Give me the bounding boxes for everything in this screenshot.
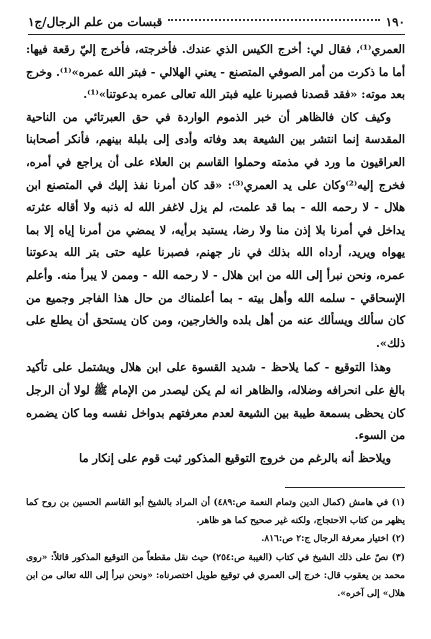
footnote-1: (١) في هامش (كمال الدين وتمام النعمة ص:٤٨٩) أن المراد بالشيخ أبو القاسم الحسين بن روح كما يظهر من كتاب الاحتجاج، ولكنه غير صحيح كما هو ظاهر. bbox=[26, 498, 405, 527]
footnotes bbox=[26, 494, 405, 603]
paragraph-1: العمري⁽¹⁾، فقال لي: أخرج الكيس الذي عندك. فأخرجته، فأخرج إليّ رقعة فيها: أما ما ذكرت من أمر الصوفي المتصنع - يعني الهلالي - فبتر الله عمره»⁽¹⁾. وخرج بعد موته: «فقد قصدنا فصبرنا عليه فبتر الله تعالى عمره بدعوتنا»⁽¹⁾. bbox=[26, 42, 406, 102]
paragraph-2: وكيف كان فالظاهر أن خبر الذموم الواردة في حق العبرتائي من الناحية المقدسة إنما انتشر بين الشيعة بعد وفاته وأدى إلى بلبلة بينهم، فأنكر أصحابنا العراقيون ما ورد في مذمته وحملوا القاسم بن العلاء على أن يراجع في أمره، فخرج إليه⁽²⁾وكان على يد العمري⁽³⁾: «قد كان أمرنا نفذ إليك في المتصنع ابن هلال - لا رحمه الله - بما قد علمت، لم يزل لاغفر الله له ذنبه ولا أقاله عثرته يداخل في أمرنا بلا إذن منا ولا رضا، يستبد برأيه، لا يمضي من أمرنا إياه إلا بما يهواه ويريد، أرداه الله بذلك في نار جهنم، فصبرنا عليه حتى بتر الله بدعوتنا عمره، ونحن نبرأ إلى الله من ابن هلال - لا رحمه الله - وممن لا يبرأ منه. وأعلم الإسحاقي - سلمه الله وأهل بيته - بما أعلمناك من حال هذا الفاجر وجميع من كان سألك ويسألك عنه من أهل بلده والخارجين، ومن كان يستحق أن يطلع على ذلك». bbox=[26, 109, 406, 350]
paragraph-4: ويلاحظ أنه بالرغم من خروج التوقيع المذكور ثبت قوم على إنكار ما bbox=[79, 450, 391, 465]
main-text bbox=[26, 38, 405, 469]
page-header bbox=[28, 12, 405, 32]
header-rule bbox=[28, 34, 405, 35]
running-title: قبسات من علم الرجال/ج١ bbox=[28, 15, 163, 29]
paragraph-3: وهذا التوقيع - كما يلاحظ - شديد القسوة على ابن هلال ويشتمل على تأكيد بالغ على انحرافه وضلاله، والظاهر انه لم يكن ليصدر من الإمام ﷺ لولا أن الرجل كان يحظى بسمعة طيبة بين الشيعة لعدم معرفتهم بدواخل نفسه وما كان يضمره من السوء. bbox=[26, 360, 405, 443]
page-number: ١٩٠ bbox=[385, 15, 405, 29]
footnote-3: (٣) نصّ على ذلك الشيخ في كتاب (الغيبة ص:٢٥٤) حيث نقل مقطعاً من التوقيع المذكور قائلاً: «روى محمد بن يعقوب قال: خرج إلى العمري في توقيع طويل اختصرناه: «ونحن نبرأ إلى الله تعالى من ابن هلال» إلى آخره». bbox=[26, 552, 405, 600]
footnote-separator bbox=[285, 487, 405, 488]
footnote-2: (٢) اختيار معرفة الرجال ج:٢ ص:٨١٦. bbox=[261, 534, 405, 545]
header-dotted-leader bbox=[168, 19, 379, 21]
